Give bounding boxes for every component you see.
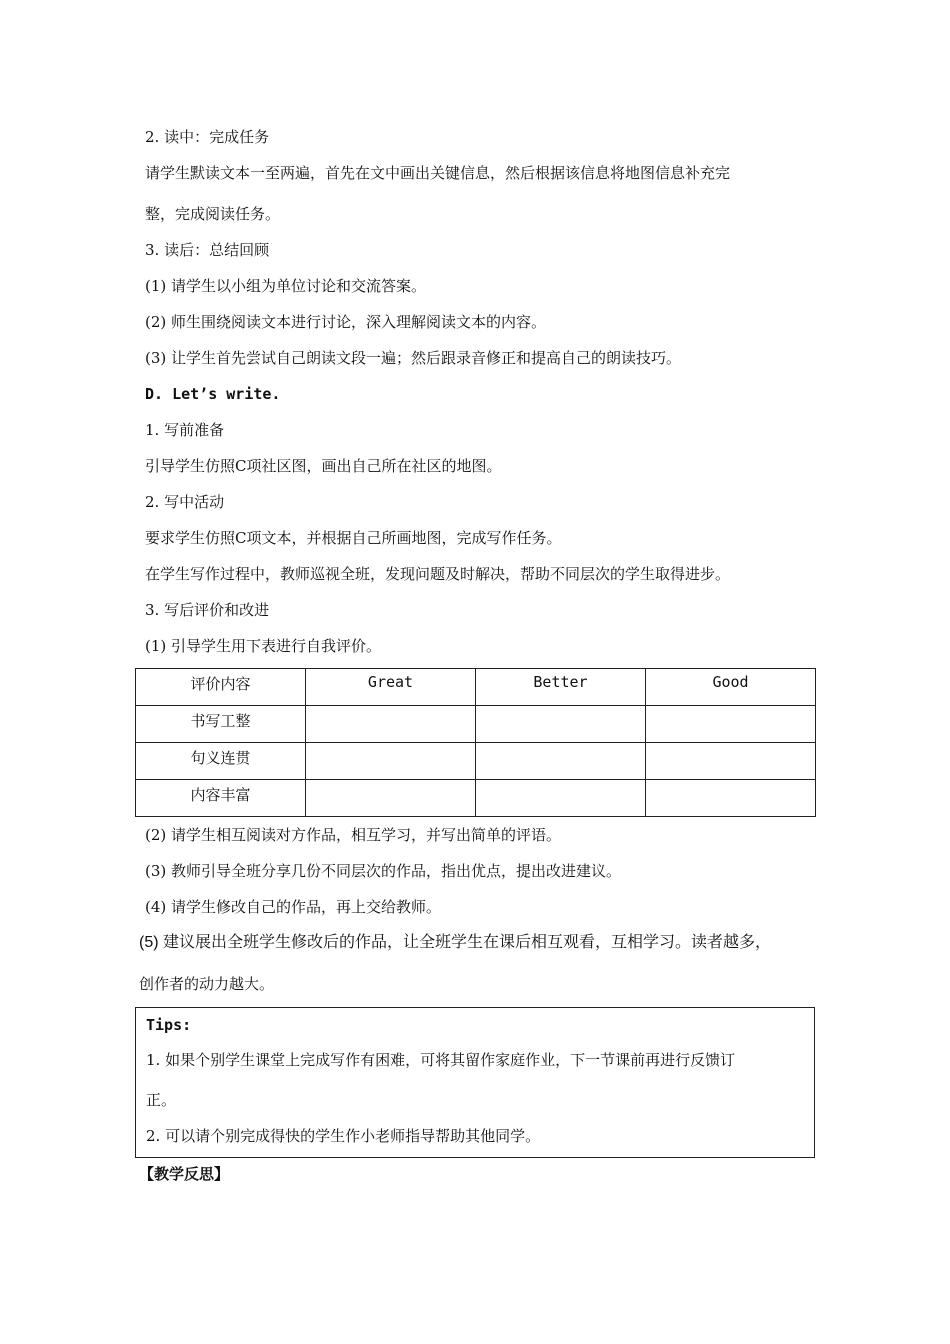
tips-item: 1. 如果个别学生课堂上完成写作有困难，可将其留作家庭作业，下一节课前再进行反馈订 <box>146 1051 736 1069</box>
teaching-reflection-heading: 【教学反思】 <box>139 1165 230 1183</box>
list-item: (3) 让学生首先尝试自己朗读文段一遍；然后跟录音修正和提高自己的朗读技巧。 <box>145 349 682 367</box>
paragraph-line: 创作者的动力越大。 <box>139 975 275 993</box>
table-row <box>136 780 816 817</box>
table-header-cell: Good <box>646 669 816 706</box>
tips-item: 2. 可以请个别完成得快的学生作小老师指导帮助其他同学。 <box>146 1127 541 1145</box>
paragraph-line: 在学生写作过程中，教师巡视全班，发现问题及时解决，帮助不同层次的学生取得进步。 <box>145 565 731 583</box>
paragraph-line: 要求学生仿照C项文本，并根据自己所画地图，完成写作任务。 <box>145 529 562 547</box>
table-row-label: 句义连贯 <box>136 743 306 780</box>
table-cell <box>306 706 476 743</box>
section-d-heading: D. Let’s write. <box>145 385 281 403</box>
step-2-heading: 2. 读中：完成任务 <box>145 128 270 146</box>
table-cell <box>476 743 646 780</box>
step-3-heading: 3. 读后：总结回顾 <box>145 241 270 259</box>
paragraph-line: 请学生默读文本一至两遍，首先在文中画出关键信息，然后根据该信息将地图信息补充完 <box>145 164 731 182</box>
tips-title: Tips: <box>146 1016 192 1034</box>
table-cell <box>476 706 646 743</box>
list-item: (4) 请学生修改自己的作品，再上交给教师。 <box>145 898 442 916</box>
list-item: (2) 师生围绕阅读文本进行讨论，深入理解阅读文本的内容。 <box>145 313 547 331</box>
list-item: (2) 请学生相互阅读对方作品，相互学习，并写出简单的评语。 <box>145 826 562 844</box>
step-3-heading: 3. 写后评价和改进 <box>145 601 270 619</box>
table-header-cell: Better <box>476 669 646 706</box>
step-2-heading: 2. 写中活动 <box>145 493 225 511</box>
list-item: (5) 建议展出全班学生修改后的作品，让全班学生在课后相互观看，互相学习。读者越多， <box>139 934 772 951</box>
paragraph-line: 整，完成阅读任务。 <box>145 205 281 223</box>
evaluation-table <box>135 668 816 817</box>
list-item: (1) 引导学生用下表进行自我评价。 <box>145 637 382 655</box>
table-cell <box>646 706 816 743</box>
table-cell <box>476 780 646 817</box>
table-row <box>136 743 816 780</box>
tips-box <box>135 1007 815 1158</box>
table-header-cell: 评价内容 <box>136 669 306 706</box>
tips-item-continued: 正。 <box>146 1091 177 1109</box>
table-cell <box>646 743 816 780</box>
list-item: (1) 请学生以小组为单位讨论和交流答案。 <box>145 277 427 295</box>
table-row <box>136 706 816 743</box>
list-item: (3) 教师引导全班分享几份不同层次的作品，指出优点，提出改进建议。 <box>145 862 622 880</box>
table-cell <box>306 743 476 780</box>
table-row-label: 书写工整 <box>136 706 306 743</box>
step-1-heading: 1. 写前准备 <box>145 421 225 439</box>
table-header-row <box>136 669 816 706</box>
table-row-label: 内容丰富 <box>136 780 306 817</box>
table-header-cell: Great <box>306 669 476 706</box>
table-cell <box>646 780 816 817</box>
table-cell <box>306 780 476 817</box>
paragraph-line: 引导学生仿照C项社区图，画出自己所在社区的地图。 <box>145 457 502 475</box>
